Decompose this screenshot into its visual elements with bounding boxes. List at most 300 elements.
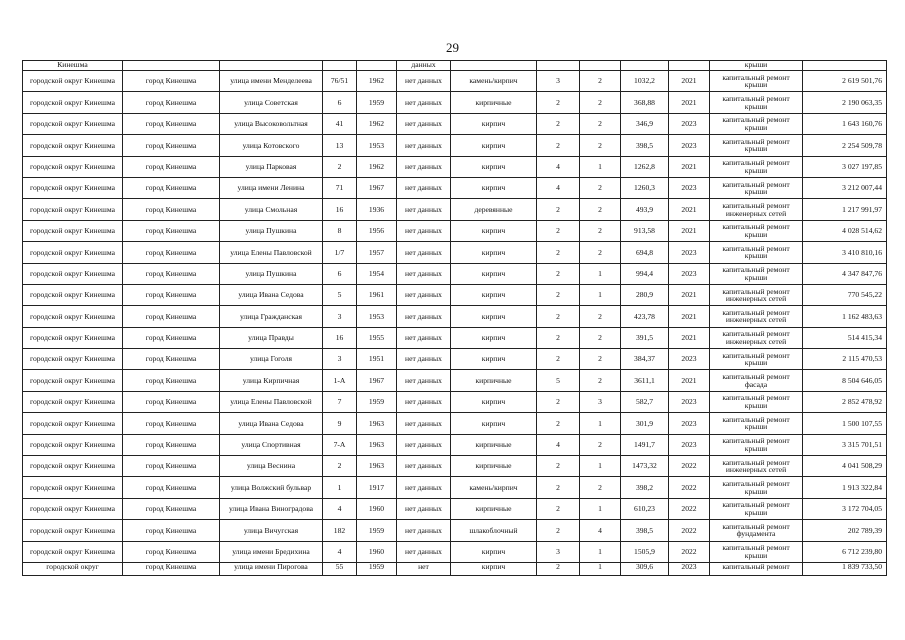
cell-cost: 1 643 160,76: [803, 113, 887, 134]
cell-city: город Кинешма: [123, 220, 220, 241]
cell-street: улица Котовского: [220, 135, 323, 156]
cell-work-type: капитальный ремонт крыши: [710, 477, 803, 498]
cell-house-number: 1: [323, 477, 357, 498]
cell-street: [220, 61, 323, 71]
cell-entrances: 2: [580, 370, 621, 391]
cell-entrances: 2: [580, 242, 621, 263]
cell-wall-material: кирпич: [451, 562, 537, 575]
cell-entrances: 2: [580, 113, 621, 134]
cell-city: город Кинешма: [123, 177, 220, 198]
cell-floors: 2: [537, 135, 580, 156]
table-row: [23, 177, 887, 198]
cell-area: 423,78: [621, 306, 669, 327]
cell-house-number: 2: [323, 156, 357, 177]
cell-year-built: 1960: [357, 541, 397, 562]
cell-district: городской округ Кинешма: [23, 135, 123, 156]
cell-area: 610,23: [621, 498, 669, 519]
cell-house-number: 55: [323, 562, 357, 575]
cell-city: город Кинешма: [123, 520, 220, 541]
cell-district: городской округ Кинешма: [23, 413, 123, 434]
cell-year: 2021: [669, 71, 710, 92]
cell-district: городской округ Кинешма: [23, 520, 123, 541]
cell-year-built: 1956: [357, 220, 397, 241]
cell-house-number: 2: [323, 456, 357, 477]
housing-repair-table: [22, 60, 887, 576]
cell-data-note: нет данных: [397, 156, 451, 177]
cell-data-note: нет данных: [397, 199, 451, 220]
cell-cost: 3 027 197,85: [803, 156, 887, 177]
cell-entrances: 2: [580, 177, 621, 198]
table-row: [23, 434, 887, 455]
cell-wall-material: кирпичные: [451, 370, 537, 391]
table-row: [23, 456, 887, 477]
cell-cost: [803, 61, 887, 71]
cell-year: 2021: [669, 199, 710, 220]
cell-area: 398,5: [621, 135, 669, 156]
cell-data-note: нет данных: [397, 113, 451, 134]
cell-work-type: капитальный ремонт крыши: [710, 263, 803, 284]
cell-entrances: 1: [580, 263, 621, 284]
cell-area: 694,8: [621, 242, 669, 263]
cell-wall-material: кирпич: [451, 242, 537, 263]
table-row: [23, 391, 887, 412]
cell-entrances: 1: [580, 456, 621, 477]
cell-city: город Кинешма: [123, 156, 220, 177]
cell-street: улица Ивана Седова: [220, 284, 323, 305]
cell-cost: 2 619 501,76: [803, 71, 887, 92]
cell-street: улица Правды: [220, 327, 323, 348]
cell-house-number: 3: [323, 306, 357, 327]
cell-district: городской округ Кинешма: [23, 263, 123, 284]
cell-year-built: 1917: [357, 477, 397, 498]
cell-entrances: 1: [580, 562, 621, 575]
cell-street: улица имени Пирогова: [220, 562, 323, 575]
cell-entrances: 2: [580, 220, 621, 241]
cell-year-built: 1960: [357, 498, 397, 519]
table-row: [23, 306, 887, 327]
cell-work-type: капитальный ремонт крыши: [710, 71, 803, 92]
cell-year: 2021: [669, 327, 710, 348]
cell-year: 2021: [669, 156, 710, 177]
cell-city: город Кинешма: [123, 456, 220, 477]
table-row: [23, 135, 887, 156]
cell-floors: 2: [537, 391, 580, 412]
cell-data-note: нет данных: [397, 284, 451, 305]
cell-data-note: данных: [397, 61, 451, 71]
cell-area: 398,5: [621, 520, 669, 541]
cell-work-type: капитальный ремонт: [710, 562, 803, 575]
cell-entrances: 2: [580, 434, 621, 455]
cell-year-built: 1962: [357, 113, 397, 134]
cell-year-built: 1967: [357, 177, 397, 198]
cell-house-number: 16: [323, 327, 357, 348]
cell-city: город Кинешма: [123, 327, 220, 348]
cell-cost: 8 504 646,05: [803, 370, 887, 391]
cell-district: городской округ: [23, 562, 123, 575]
cell-street: улица Пушкина: [220, 220, 323, 241]
cell-work-type: капитальный ремонт крыши: [710, 177, 803, 198]
cell-district: городской округ Кинешма: [23, 177, 123, 198]
cell-year-built: 1959: [357, 562, 397, 575]
cell-year-built: 1962: [357, 156, 397, 177]
cell-floors: 2: [537, 562, 580, 575]
cell-street: улица Гоголя: [220, 349, 323, 370]
cell-wall-material: кирпич: [451, 306, 537, 327]
cell-year-built: 1955: [357, 327, 397, 348]
cell-house-number: 1/7: [323, 242, 357, 263]
cell-wall-material: кирпич: [451, 391, 537, 412]
cell-year: 2022: [669, 498, 710, 519]
table-row: [23, 413, 887, 434]
cell-district: городской округ Кинешма: [23, 541, 123, 562]
cell-house-number: 182: [323, 520, 357, 541]
cell-city: город Кинешма: [123, 391, 220, 412]
cell-year: 2022: [669, 477, 710, 498]
cell-data-note: нет данных: [397, 370, 451, 391]
cell-wall-material: кирпич: [451, 263, 537, 284]
cell-cost: 2 190 063,35: [803, 92, 887, 113]
cell-city: город Кинешма: [123, 71, 220, 92]
cell-work-type: капитальный ремонт крыши: [710, 242, 803, 263]
cell-year-built: 1963: [357, 456, 397, 477]
table-row-continued: [23, 61, 887, 71]
table-row: [23, 498, 887, 519]
cell-wall-material: шлакоблочный: [451, 520, 537, 541]
cell-city: город Кинешма: [123, 370, 220, 391]
cell-work-type: капитальный ремонт крыши: [710, 113, 803, 134]
cell-cost: 514 415,34: [803, 327, 887, 348]
cell-year: 2023: [669, 135, 710, 156]
cell-area: 994,4: [621, 263, 669, 284]
cell-city: город Кинешма: [123, 562, 220, 575]
cell-data-note: нет данных: [397, 92, 451, 113]
cell-year: 2023: [669, 177, 710, 198]
cell-city: [123, 61, 220, 71]
cell-street: улица Кирпичная: [220, 370, 323, 391]
cell-data-note: нет данных: [397, 434, 451, 455]
cell-wall-material: кирпич: [451, 135, 537, 156]
cell-cost: 3 212 007,44: [803, 177, 887, 198]
cell-year-built: 1963: [357, 434, 397, 455]
cell-data-note: нет: [397, 562, 451, 575]
cell-area: 398,2: [621, 477, 669, 498]
cell-house-number: 16: [323, 199, 357, 220]
cell-year-built: 1967: [357, 370, 397, 391]
cell-year-built: 1953: [357, 306, 397, 327]
cell-year: 2021: [669, 370, 710, 391]
cell-entrances: 2: [580, 477, 621, 498]
cell-city: город Кинешма: [123, 306, 220, 327]
cell-work-type: капитальный ремонт крыши: [710, 541, 803, 562]
cell-year: 2022: [669, 541, 710, 562]
cell-city: город Кинешма: [123, 284, 220, 305]
table-row: [23, 284, 887, 305]
cell-district: городской округ Кинешма: [23, 349, 123, 370]
cell-floors: 4: [537, 177, 580, 198]
cell-district: городской округ Кинешма: [23, 71, 123, 92]
cell-city: город Кинешма: [123, 498, 220, 519]
cell-city: город Кинешма: [123, 349, 220, 370]
cell-area: 368,88: [621, 92, 669, 113]
cell-district: городской округ Кинешма: [23, 242, 123, 263]
cell-district: городской округ Кинешма: [23, 477, 123, 498]
cell-house-number: [323, 61, 357, 71]
cell-year: 2021: [669, 306, 710, 327]
cell-work-type: капитальный ремонт крыши: [710, 135, 803, 156]
cell-house-number: 1-А: [323, 370, 357, 391]
cell-floors: 2: [537, 306, 580, 327]
cell-house-number: 7: [323, 391, 357, 412]
cell-wall-material: камень/кирпич: [451, 477, 537, 498]
cell-wall-material: кирпич: [451, 156, 537, 177]
cell-city: город Кинешма: [123, 434, 220, 455]
cell-work-type: капитальный ремонт крыши: [710, 498, 803, 519]
cell-house-number: 6: [323, 92, 357, 113]
cell-cost: 1 839 733,50: [803, 562, 887, 575]
cell-work-type: капитальный ремонт инженерных сетей: [710, 327, 803, 348]
cell-floors: 2: [537, 284, 580, 305]
cell-floors: 2: [537, 327, 580, 348]
table-row: [23, 156, 887, 177]
cell-cost: 202 789,39: [803, 520, 887, 541]
cell-data-note: нет данных: [397, 177, 451, 198]
cell-cost: 4 028 514,62: [803, 220, 887, 241]
cell-house-number: 4: [323, 498, 357, 519]
table-row: [23, 477, 887, 498]
cell-street: улица Гражданская: [220, 306, 323, 327]
cell-data-note: нет данных: [397, 456, 451, 477]
cell-year-built: 1951: [357, 349, 397, 370]
cell-data-note: нет данных: [397, 520, 451, 541]
cell-wall-material: кирпич: [451, 349, 537, 370]
cell-floors: 5: [537, 370, 580, 391]
cell-wall-material: кирпич: [451, 284, 537, 305]
cell-cost: 1 500 107,55: [803, 413, 887, 434]
cell-house-number: 13: [323, 135, 357, 156]
cell-year-built: [357, 61, 397, 71]
cell-cost: 2 852 478,92: [803, 391, 887, 412]
page-number: 29: [446, 40, 459, 55]
cell-district: городской округ Кинешма: [23, 391, 123, 412]
cell-year: 2023: [669, 113, 710, 134]
cell-year-built: 1936: [357, 199, 397, 220]
cell-area: [621, 61, 669, 71]
cell-cost: 3 410 810,16: [803, 242, 887, 263]
table-row-cut-off: [23, 562, 887, 575]
cell-work-type: капитальный ремонт крыши: [710, 391, 803, 412]
cell-wall-material: камень/кирпич: [451, 71, 537, 92]
cell-area: 1505,9: [621, 541, 669, 562]
cell-entrances: 2: [580, 199, 621, 220]
cell-cost: 4 041 508,29: [803, 456, 887, 477]
cell-area: 1491,7: [621, 434, 669, 455]
cell-house-number: 5: [323, 284, 357, 305]
cell-work-type: капитальный ремонт фасада: [710, 370, 803, 391]
cell-entrances: 2: [580, 306, 621, 327]
cell-street: улица имени Менделеева: [220, 71, 323, 92]
cell-floors: [537, 61, 580, 71]
cell-entrances: 1: [580, 498, 621, 519]
cell-work-type: капитальный ремонт крыши: [710, 349, 803, 370]
cell-district: городской округ Кинешма: [23, 306, 123, 327]
cell-district: городской округ Кинешма: [23, 113, 123, 134]
cell-entrances: 1: [580, 413, 621, 434]
cell-work-type: крыши: [710, 61, 803, 71]
cell-wall-material: кирпич: [451, 220, 537, 241]
cell-floors: 3: [537, 71, 580, 92]
cell-district: городской округ Кинешма: [23, 456, 123, 477]
cell-street: улица Волжский бульвар: [220, 477, 323, 498]
cell-entrances: 2: [580, 71, 621, 92]
table-row: [23, 199, 887, 220]
table-row: [23, 92, 887, 113]
cell-data-note: нет данных: [397, 242, 451, 263]
cell-area: 1473,32: [621, 456, 669, 477]
cell-area: 3611,1: [621, 370, 669, 391]
cell-year-built: 1962: [357, 71, 397, 92]
cell-area: 493,9: [621, 199, 669, 220]
cell-entrances: 3: [580, 391, 621, 412]
cell-district: городской округ Кинешма: [23, 156, 123, 177]
cell-district: Кинешма: [23, 61, 123, 71]
cell-wall-material: кирпич: [451, 327, 537, 348]
cell-data-note: нет данных: [397, 220, 451, 241]
cell-area: 913,58: [621, 220, 669, 241]
cell-floors: 2: [537, 349, 580, 370]
cell-house-number: 8: [323, 220, 357, 241]
cell-city: город Кинешма: [123, 541, 220, 562]
cell-work-type: капитальный ремонт инженерных сетей: [710, 456, 803, 477]
cell-work-type: капитальный ремонт фундамента: [710, 520, 803, 541]
cell-house-number: 41: [323, 113, 357, 134]
table-row: [23, 113, 887, 134]
cell-street: улица Парковая: [220, 156, 323, 177]
cell-data-note: нет данных: [397, 413, 451, 434]
cell-work-type: капитальный ремонт крыши: [710, 434, 803, 455]
cell-year: [669, 61, 710, 71]
cell-house-number: 76/51: [323, 71, 357, 92]
cell-year: 2023: [669, 391, 710, 412]
cell-city: город Кинешма: [123, 477, 220, 498]
cell-district: городской округ Кинешма: [23, 220, 123, 241]
cell-wall-material: кирпичные: [451, 434, 537, 455]
cell-entrances: 2: [580, 135, 621, 156]
cell-year-built: 1959: [357, 391, 397, 412]
cell-cost: 6 712 239,80: [803, 541, 887, 562]
cell-year: 2023: [669, 434, 710, 455]
cell-entrances: 1: [580, 541, 621, 562]
cell-floors: 2: [537, 477, 580, 498]
cell-street: улица Елены Павловской: [220, 242, 323, 263]
cell-city: город Кинешма: [123, 135, 220, 156]
cell-wall-material: кирпич: [451, 541, 537, 562]
cell-city: город Кинешма: [123, 92, 220, 113]
cell-wall-material: кирпич: [451, 413, 537, 434]
cell-street: улица Пушкина: [220, 263, 323, 284]
cell-cost: 3 172 704,05: [803, 498, 887, 519]
cell-street: улица Елены Павловской: [220, 391, 323, 412]
cell-data-note: нет данных: [397, 71, 451, 92]
cell-house-number: 3: [323, 349, 357, 370]
cell-cost: 1 217 991,97: [803, 199, 887, 220]
cell-entrances: 2: [580, 327, 621, 348]
cell-year-built: 1954: [357, 263, 397, 284]
cell-cost: 4 347 847,76: [803, 263, 887, 284]
cell-district: городской округ Кинешма: [23, 498, 123, 519]
cell-entrances: 1: [580, 284, 621, 305]
cell-wall-material: [451, 61, 537, 71]
cell-work-type: капитальный ремонт инженерных сетей: [710, 284, 803, 305]
cell-house-number: 7-А: [323, 434, 357, 455]
cell-area: 1260,3: [621, 177, 669, 198]
cell-area: 391,5: [621, 327, 669, 348]
cell-city: город Кинешма: [123, 263, 220, 284]
cell-data-note: нет данных: [397, 349, 451, 370]
cell-work-type: капитальный ремонт инженерных сетей: [710, 199, 803, 220]
cell-district: городской округ Кинешма: [23, 92, 123, 113]
cell-street: улица Ивана Виноградова: [220, 498, 323, 519]
cell-year: 2023: [669, 263, 710, 284]
cell-year: 2023: [669, 562, 710, 575]
cell-entrances: [580, 61, 621, 71]
cell-year-built: 1959: [357, 520, 397, 541]
cell-floors: 2: [537, 413, 580, 434]
cell-floors: 2: [537, 456, 580, 477]
cell-work-type: капитальный ремонт крыши: [710, 92, 803, 113]
cell-floors: 4: [537, 156, 580, 177]
cell-year: 2023: [669, 413, 710, 434]
cell-city: город Кинешма: [123, 413, 220, 434]
cell-area: 309,6: [621, 562, 669, 575]
cell-data-note: нет данных: [397, 327, 451, 348]
cell-floors: 2: [537, 498, 580, 519]
cell-street: улица имени Ленина: [220, 177, 323, 198]
cell-wall-material: кирпичные: [451, 498, 537, 519]
cell-data-note: нет данных: [397, 541, 451, 562]
table-row: [23, 242, 887, 263]
cell-city: город Кинешма: [123, 242, 220, 263]
cell-year-built: 1957: [357, 242, 397, 263]
cell-entrances: 2: [580, 92, 621, 113]
cell-work-type: капитальный ремонт крыши: [710, 220, 803, 241]
cell-cost: 770 545,22: [803, 284, 887, 305]
cell-district: городской округ Кинешма: [23, 327, 123, 348]
cell-floors: 2: [537, 220, 580, 241]
cell-house-number: 6: [323, 263, 357, 284]
cell-street: улица Советская: [220, 92, 323, 113]
cell-year-built: 1963: [357, 413, 397, 434]
cell-area: 1262,8: [621, 156, 669, 177]
cell-street: улица Ивана Седова: [220, 413, 323, 434]
cell-year-built: 1959: [357, 92, 397, 113]
cell-district: городской округ Кинешма: [23, 434, 123, 455]
table-row: [23, 520, 887, 541]
cell-entrances: 1: [580, 156, 621, 177]
cell-street: улица Веснина: [220, 456, 323, 477]
cell-floors: 3: [537, 541, 580, 562]
cell-area: 582,7: [621, 391, 669, 412]
table-row: [23, 370, 887, 391]
cell-city: город Кинешма: [123, 199, 220, 220]
cell-area: 346,9: [621, 113, 669, 134]
cell-year: 2022: [669, 520, 710, 541]
cell-floors: 2: [537, 92, 580, 113]
cell-wall-material: кирпичные: [451, 92, 537, 113]
cell-work-type: капитальный ремонт крыши: [710, 156, 803, 177]
cell-floors: 4: [537, 434, 580, 455]
cell-area: 280,9: [621, 284, 669, 305]
cell-area: 384,37: [621, 349, 669, 370]
